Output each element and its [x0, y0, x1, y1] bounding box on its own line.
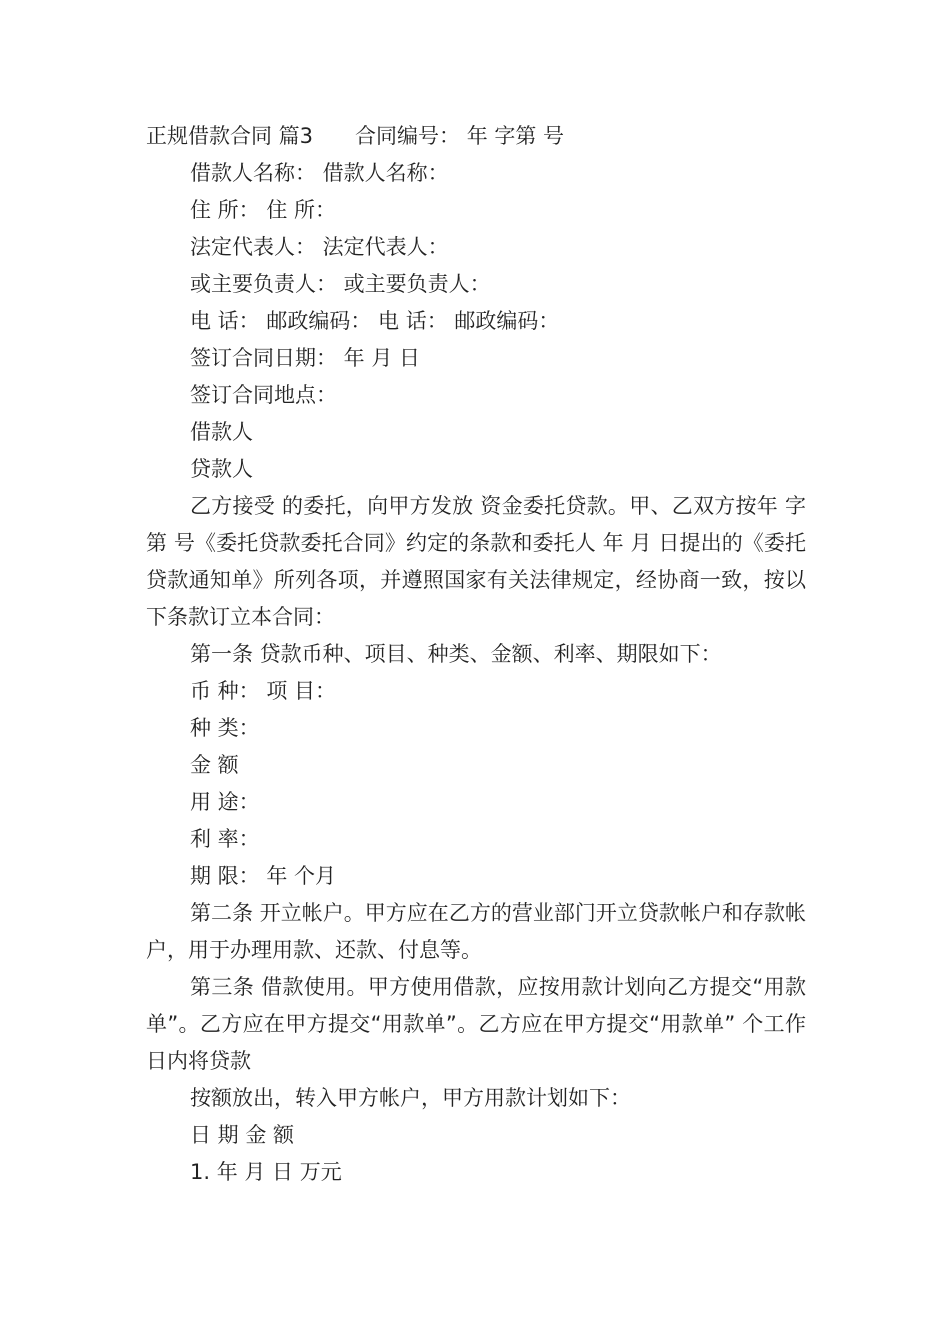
- term-line: 期 限： 年 个月: [190, 864, 337, 888]
- entrust-paragraph: 乙方接受 的委托，向甲方发放 资金委托贷款。甲、乙双方按年 字第 号《委托贷款委托合同》约定的条款和委托人 年 月 日提出的《委托贷款通知单》所列各项，并遵照国家有关法律规定，经协商一致，按以下条款订立本合同：: [146, 494, 806, 629]
- document-body: [146, 118, 806, 1191]
- interest-rate-line: 利 率：: [190, 827, 260, 851]
- article-3-paragraph: 第三条 借款使用。甲方使用借款，应按用款计划向乙方提交“用款单”。乙方应在甲方提交“用款单”。乙方应在甲方提交“用款单” 个工作日内将贷款: [146, 975, 806, 1073]
- schedule-header-line: 日 期 金 额: [190, 1123, 295, 1147]
- sign-date-line: 签订合同日期： 年 月 日: [190, 346, 421, 370]
- sign-place-line: 签订合同地点：: [190, 383, 337, 407]
- article-1-heading: 第一条 贷款币种、项目、种类、金额、利率、期限如下：: [190, 642, 722, 666]
- currency-item-line: 币 种： 项 目：: [190, 679, 337, 703]
- phone-postcode-line: 电 话： 邮政编码： 电 话： 邮政编码：: [190, 309, 560, 333]
- purpose-line: 用 途：: [190, 790, 260, 814]
- borrower-label: 借款人: [190, 420, 253, 444]
- principal-line: 或主要负责人： 或主要负责人：: [190, 272, 491, 296]
- article-2-paragraph: 第二条 开立帐户。甲方应在乙方的营业部门开立贷款帐户和存款帐户，用于办理用款、还款、付息等。: [146, 901, 806, 962]
- title-line: 正规借款合同 篇3 合同编号： 年 字第 号: [146, 124, 565, 148]
- type-line: 种 类：: [190, 716, 260, 740]
- lender-label: 贷款人: [190, 457, 253, 481]
- legal-rep-line: 法定代表人： 法定代表人：: [190, 235, 449, 259]
- schedule-item-line: 1. 年 月 日 万元: [190, 1160, 342, 1184]
- address-line: 住 所： 住 所：: [190, 198, 337, 222]
- borrower-name-line: 借款人名称： 借款人名称：: [190, 161, 449, 185]
- amount-line: 金 额: [190, 753, 239, 777]
- disbursement-line: 按额放出，转入甲方帐户，甲方用款计划如下：: [190, 1086, 631, 1110]
